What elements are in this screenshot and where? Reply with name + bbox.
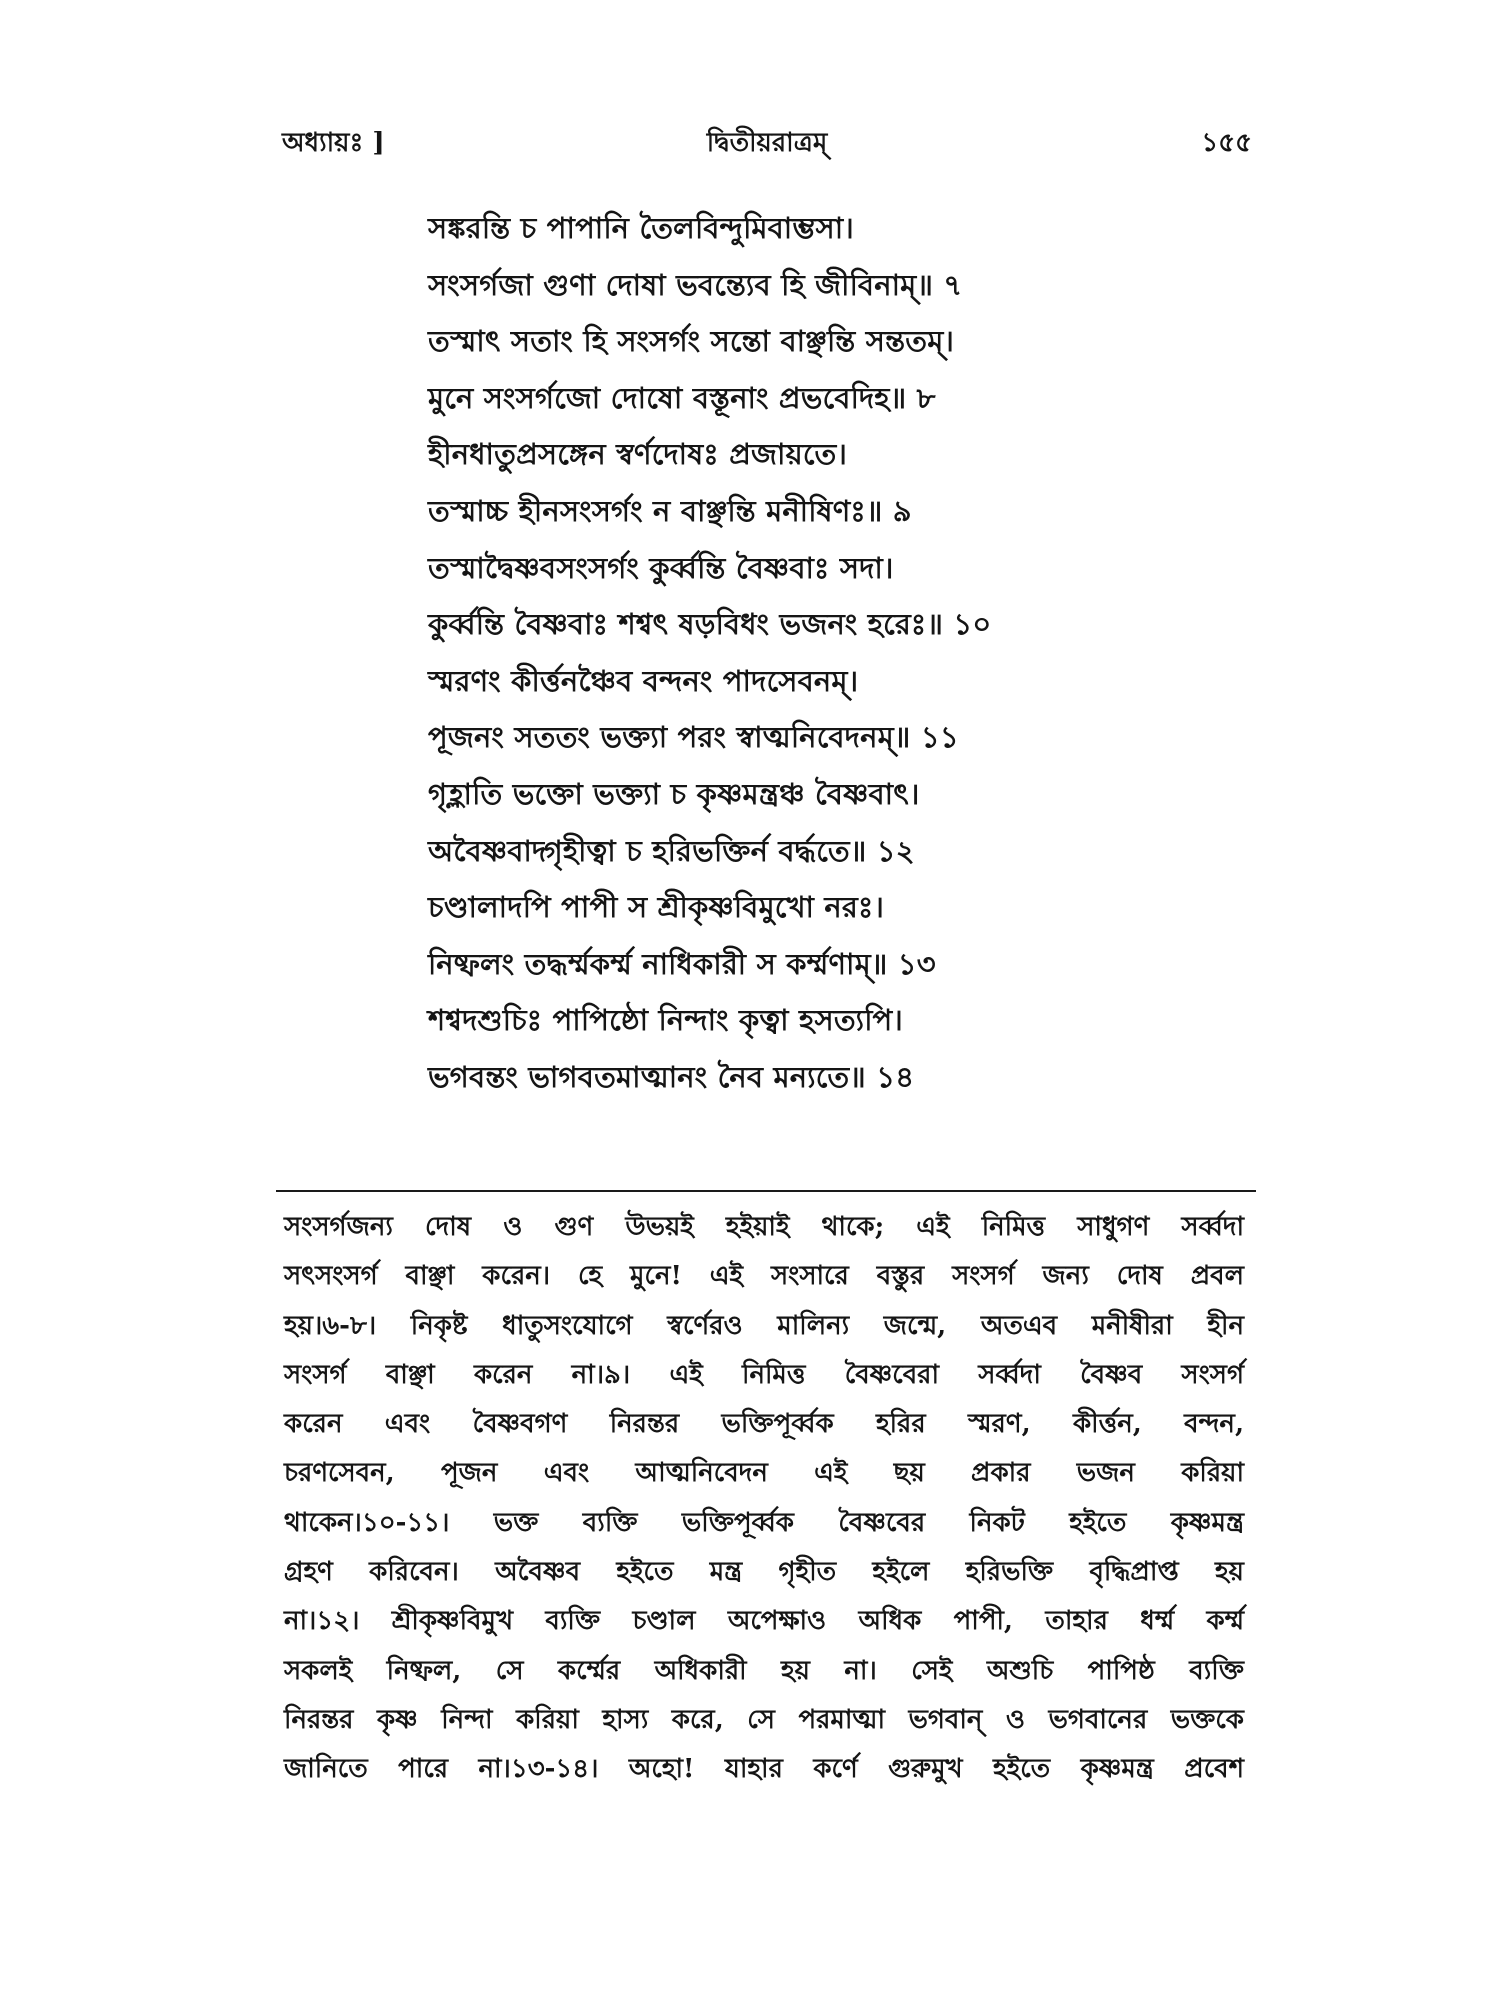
chapter-label: অধ্যায়ঃ ]	[282, 128, 385, 158]
verse-line: গৃহ্লাতি ভক্তো ভক্ত্যা চ কৃষ্ণমন্ত্রঞ্চ বৈষ্ণবাৎ।	[428, 776, 920, 811]
translation-line: জানিতে পারে না।১৩-১৪। অহো! যাহার কর্ণে গুরুমুখ হইতে কৃষ্ণমন্ত্র প্রবেশ	[284, 1754, 1244, 1785]
section-divider	[276, 1190, 1256, 1192]
translation-line: সকলই নিষ্ফল, সে কর্ম্মের অধিকারী হয় না। সেই অশুচি পাপিষ্ঠ ব্যক্তি	[284, 1655, 1244, 1686]
sanskrit-verses	[428, 200, 1268, 1106]
verse-line: শশ্বদশুচিঃ পাপিষ্ঠো নিন্দাং কৃত্বা হসত্যপি।	[428, 1003, 903, 1038]
translation-line: থাকেন।১০-১১। ভক্ত ব্যক্তি ভক্তিপূর্ব্বক বৈষ্ণবের নিকট হইতে কৃষ্ণমন্ত্র	[284, 1507, 1244, 1538]
translation-line: হয়।৬-৮। নিকৃষ্ট ধাতুসংযোগে স্বর্ণেরও মালিন্য জন্মে, অতএব মনীষীরা হীন	[284, 1310, 1244, 1341]
page-number: ১৫৫	[1201, 128, 1252, 158]
verse-line: চণ্ডালাদপি পাপী স শ্রীকৃষ্ণবিমুখো নরঃ।	[428, 890, 885, 925]
translation-line: চরণসেবন, পূজন এবং আত্মনিবেদন এই ছয় প্রকার ভজন করিয়া	[284, 1458, 1244, 1489]
bengali-translation	[284, 1203, 1244, 1795]
verse-line: মুনে সংসর্গজো দোষো বস্তূনাং প্রভবেদিহ॥ ৮	[428, 380, 936, 415]
verse-line: তস্মাদ্বৈষ্ণবসংসর্গং কুর্ব্বন্তি বৈষ্ণবাঃ সদা।	[428, 550, 894, 585]
verse-line: সংসর্গজা গুণা দোষা ভবন্ত্যেব হি জীবিনাম্॥ ৭	[428, 267, 963, 302]
page-title: দ্বিতীয়রাত্রম্	[706, 128, 828, 158]
verse-line: নিষ্ফলং তদ্ধর্ম্মকর্ম্ম নাধিকারী স কর্ম্মণাম্॥ ১৩	[428, 946, 936, 981]
translation-line: সংসর্গজন্য দোষ ও গুণ উভয়ই হইয়াই থাকে; এই নিমিত্ত সাধুগণ সর্ব্বদা	[284, 1212, 1244, 1242]
running-head	[282, 122, 1252, 162]
verse-line: কুর্ব্বন্তি বৈষ্ণবাঃ শশ্বৎ ষড়বিধং ভজনং হরেঃ॥ ১০	[428, 607, 992, 642]
translation-line: নিরন্তর কৃষ্ণ নিন্দা করিয়া হাস্য করে, সে পরমাত্মা ভগবান্ ও ভগবানের ভক্তকে	[284, 1704, 1244, 1735]
verse-line: স্মরণং কীর্ত্তনঞ্চৈব বন্দনং পাদসেবনম্।	[428, 663, 859, 698]
verse-line: তস্মাচ্চ হীনসংসর্গং ন বাঞ্ছন্তি মনীষিণঃ॥ ৯	[428, 493, 912, 528]
verse-line: অবৈষ্ণবাদ্গৃহীত্বা চ হরিভক্তির্ন বর্দ্ধতে॥ ১২	[428, 833, 915, 868]
translation-line: সংসর্গ বাঞ্ছা করেন না।৯। এই নিমিত্ত বৈষ্ণবেরা সর্ব্বদা বৈষ্ণব সংসর্গ	[284, 1359, 1244, 1390]
translation-line: না।১২। শ্রীকৃষ্ণবিমুখ ব্যক্তি চণ্ডাল অপেক্ষাও অধিক পাপী, তাহার ধর্ম্ম কর্ম্ম	[284, 1606, 1244, 1637]
verse-line: হীনধাতুপ্রসঙ্গেন স্বর্ণদোষঃ প্রজায়তে।	[428, 437, 848, 472]
verse-line: ভগবন্তং ভাগবতমাত্মানং নৈব মন্যতে॥ ১৪	[428, 1059, 915, 1094]
translation-line: গ্রহণ করিবেন। অবৈষ্ণব হইতে মন্ত্র গৃহীত হইলে হরিভক্তি বৃদ্ধিপ্রাপ্ত হয়	[284, 1557, 1244, 1588]
verse-line: পূজনং সততং ভক্ত্যা পরং স্বাত্মনিবেদনম্॥ ১১	[428, 720, 959, 755]
translation-line: সৎসংসর্গ বাঞ্ছা করেন। হে মুনে! এই সংসারে বস্তুর সংসর্গ জন্য দোষ প্রবল	[284, 1261, 1244, 1292]
translation-line: করেন এবং বৈষ্ণবগণ নিরন্তর ভক্তিপূর্ব্বক হরির স্মরণ, কীর্ত্তন, বন্দন,	[284, 1409, 1244, 1440]
verse-line: সঙ্করন্তি চ পাপানি তৈলবিন্দুমিবাম্ভসা।	[428, 211, 854, 245]
verse-line: তস্মাৎ সতাং হি সংসর্গং সন্তো বাঞ্ছন্তি সন্ততম্।	[428, 324, 955, 359]
